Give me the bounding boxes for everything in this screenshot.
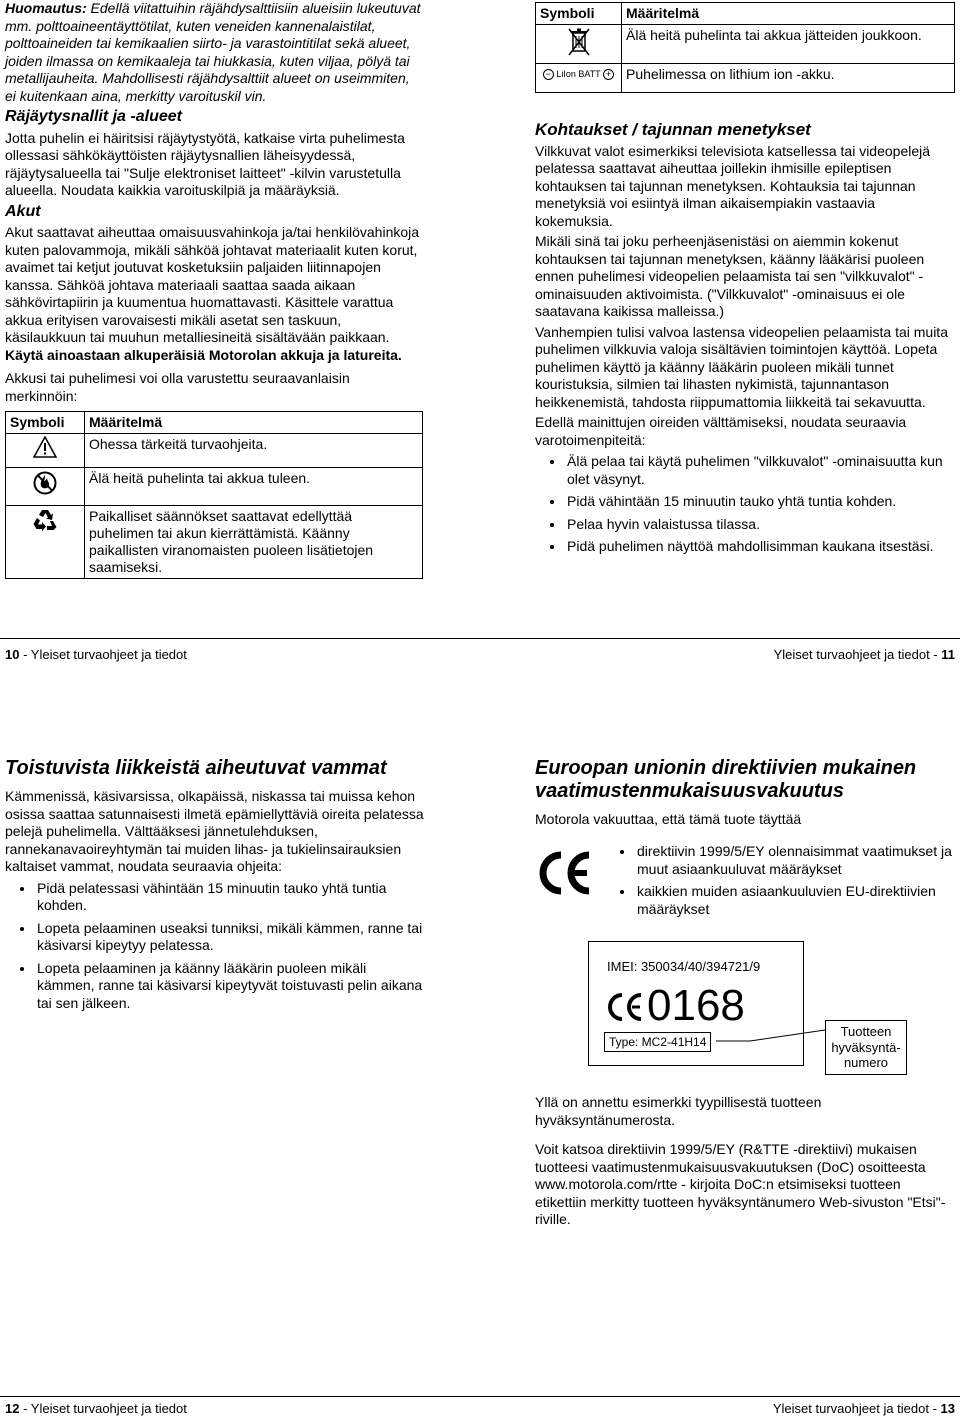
explosive-areas-note: [5, 0, 423, 105]
callout-line-2: hyväksyntä-: [831, 1039, 901, 1055]
list-item: • Pidä vähintään 15 minuutin tauko yhtä tuntia kohden.: [565, 493, 955, 511]
list-item: • direktiivin 1999/5/EY olennaisimmat vaatimukset ja muut asiaankuuluvat määräykset: [635, 843, 957, 878]
list-item: • Älä pelaa tai käytä puhelimen "vilkkuvalot" -ominaisuutta kun olet väsynyt.: [565, 453, 955, 488]
repetitive-motion-list: [5, 880, 427, 1013]
battery-minus-icon: −: [543, 69, 554, 80]
page-number: 10: [5, 647, 20, 662]
eu-directive-intro: Motorola vakuuttaa, että tämä tuote täyttää: [535, 811, 802, 827]
footer-text: - Yleiset turvaohjeet ja tiedot: [19, 647, 187, 662]
definition-cell: Älä heitä puhelinta tai akkua jätteiden joukkoon.: [622, 25, 955, 64]
symbol-table-2: [535, 2, 955, 93]
symbol-header: Symboli: [536, 3, 622, 25]
footer-text: Yleiset turvaohjeet ja tiedot -: [773, 647, 942, 662]
seizures-p3: Vanhempien tulisi valvoa lastensa videopelien pelaamista tai muita puhelimen vilkkuvia valoja sisältävien toimintojen käyttöä. Lopeta puhelimen käyttö ja käänny lääkärin puoleen mikäli tunnet kouristuksia, silmien tai lihasten nykimistä, tajunnantason heikkenemistä, tahdosta riippumattomia liikkeitä tai sekavuutta.: [535, 323, 948, 410]
eu-directive-heading: Euroopan unionin direktiivien mukainen vaatimustenmukaisuusvakuutus: [535, 757, 917, 802]
imei-text: IMEI: 350034/40/394721/9: [607, 959, 761, 974]
warning-triangle-icon: [33, 436, 57, 458]
callout-line: [710, 1000, 830, 1045]
definition-cell: Älä heitä puhelinta tai akkua tuleen.: [85, 468, 423, 506]
symbol-header: Symboli: [6, 412, 85, 434]
page-number: 11: [941, 647, 955, 662]
page-divider: [0, 1396, 960, 1397]
symbol-cell: [536, 64, 622, 93]
batteries-text: [5, 224, 423, 364]
callout-line-1: Tuotteen: [840, 1024, 892, 1039]
battery-plus-icon: +: [603, 69, 614, 80]
footer-left: [5, 1401, 187, 1416]
page-divider: [0, 638, 960, 639]
seizures-bullet-list: [535, 453, 955, 556]
list-item: • Lopeta pelaaminen ja käänny lääkärin puoleen mikäli kämmen, ranne tai käsivarsi kipeytyvät toistuvasti pelin aikana tai sen jälkeen.: [35, 960, 427, 1013]
eu-directive-footer-text: [535, 1094, 955, 1232]
markings-intro: Akkusi tai puhelimesi voi olla varustettu seuraavanlaisin merkinnöin:: [5, 370, 350, 404]
definition-header: Määritelmä: [85, 412, 423, 434]
repetitive-motion-text: Kämmenissä, käsivarsissa, olkapäissä, niskassa tai muissa kehon osissa saattaa satunnaisesti ilmetä epämiellyttäviä oireita pelatessa pelejä puhelimella. Välttääksesi jännetulehduksen, rannekanavaoireyhtymän tai muiden lihas- ja tukielinsairauksien kaltaiset vammat, noudata seuraavia ohjeita:: [5, 788, 424, 874]
approval-number-callout: [825, 1020, 907, 1075]
note-label: Huomautus:: [5, 0, 87, 16]
blasting-heading: Räjäytysnallit ja -alueet: [5, 108, 182, 125]
batteries-heading: Akut: [5, 202, 41, 220]
definition-cell: Paikalliset säännökset saattavat edellyttää puhelimen tai akun kierrättämistä. Käänny paikallisten viranomaisten puoleen lisätietojen saamiseksi.: [85, 506, 423, 579]
callout-line-3: numero: [843, 1055, 889, 1070]
definition-cell: Ohessa tärkeitä turvaohjeita.: [85, 434, 423, 468]
symbol-cell: [6, 434, 85, 468]
list-item: • Pidä puhelimen näyttöä mahdollisimman kaukana itsestäsi.: [565, 538, 955, 556]
page2-left-column: [5, 757, 427, 1017]
footer-right: [773, 1401, 955, 1416]
eu-directive-bullets: [605, 843, 957, 923]
approval-example-text: Yllä on annettu esimerkki tyypillisestä tuotteen hyväksyntänumerosta.: [535, 1094, 822, 1128]
symbol-cell: [6, 468, 85, 506]
footer-left: [5, 647, 187, 662]
seizures-p4: Edellä mainittujen oireiden välttämiseksi, noudata seuraavia varotoimenpiteitä:: [535, 414, 907, 448]
ce-mark-icon: [603, 992, 645, 1022]
seizures-p2: Mikäli sinä tai joku perheenjäsenistäsi on aiemmin kokenut kohtauksen tai tajunnan menetyksen, käänny lääkärisi puoleen ennen puhelimesi videopelien pelaamista tai sen "vilkkuvalot" -ominaisuuden aktivoimista. ("Vilkkuvalot" -ominaisuus ei ole saatavana kaikissa malleissa.): [535, 233, 925, 319]
doc-lookup-text: Voit katsoa direktiivin 1999/5/EY (R&TTE -direktiivi) mukaisen tuotteesi vaatimustenmukaisuusvakuutuksen (DoC) osoitteesta www.motorola.com/rtte - kirjoita DoC:n etsimiseksi tuotteen etikettiin merkitty tuotteen hyväksyntänumero Web-sivuston "Etsi"-riville.: [535, 1141, 946, 1227]
page1-left-column: [5, 0, 423, 579]
batteries-warning: Käytä ainoastaan alkuperäisiä Motorolan akkuja ja latureita.: [5, 346, 402, 363]
ce-mark-logo: [535, 850, 593, 896]
batteries-body: Akut saattavat aiheuttaa omaisuusvahinkoja ja/tai henkilövahinkoja kuten palovammoja, mikäli sähköä johtavat materiaalit kuten korut, avaimet tai ketjut joutuvat kosketuksiin paljaiden liitinnapojen kanssa. Sähköä johtava materiaali saattaa saada aikaan sähkövirtapiirin ja kuumentua huomattavasti. Käsittele varattua akkua erityisen varovaisesti mikäli asetat sen taskuun, käsilaukkuun tai muuhun metalliesineitä sisältävään paikkaan.: [5, 224, 420, 345]
footer-text: Yleiset turvaohjeet ja tiedot -: [772, 1401, 941, 1416]
repetitive-motion-heading: Toistuvista liikkeistä aiheutuvat vammat: [5, 757, 387, 779]
list-item: • kaikkien muiden asiaankuuluvien EU-direktiivien määräykset: [635, 883, 957, 918]
liion-battery-label: LiIon BATT: [556, 69, 601, 80]
crossed-bin-icon: [566, 27, 592, 57]
seizures-p1: Vilkkuvat valot esimerkiksi televisiota katsellessa tai videopelejä pelatessa saattavat aiheuttaa joillekin ihmisille epileptisen kohtauksen tai tajunnan menetyksen. Kohtauksia tai tajunnan menetyksiä voi esiintyä ilman aikaisempiakin vastaavia kokemuksia.: [535, 142, 931, 229]
list-item: • Pelaa hyvin valaistussa tilassa.: [565, 516, 955, 534]
blasting-text: Jotta puhelin ei häiritsisi räjäytystyötä, katkaise virta puhelimesta ollessasi sähkökäyttöisten räjäytysnallien läheisyydessä, räjäytysalueella tai "Sulje elektroniset laitteet" -kilvin varustetulla alueella. Noudata kaikkia varoituskilpiä ja määräyksiä.: [5, 129, 405, 198]
symbol-table-1: [5, 411, 423, 579]
definition-cell: Puhelimessa on lithium ion -akku.: [622, 64, 955, 93]
note-text: Edellä viitattuihin räjähdysalttiisiin alueisiin lukeutuvat mm. polttoaineentäyttötilat, kuten veneiden kannenalaistilat, polttoaineiden tai kemikaalien siirto- ja varastointitilat sekä alueet, joiden ilmassa on kemikaaleja tai hiukkasia, kuten viljaa, pölyä tai metallijauheita. Mahdollisesti räjähdysalttiit alueet on useimmiten, ei kuitenkaan aina, merkitty varoituskil vin.: [5, 0, 421, 104]
page1-right-column: [535, 2, 955, 561]
footer-right: [774, 647, 955, 662]
list-item: • Lopeta pelaaminen useaksi tunniksi, mikäli kämmen, ranne tai käsivarsi kipeytyy pelatessa.: [35, 920, 427, 955]
footer-text: - Yleiset turvaohjeet ja tiedot: [19, 1401, 187, 1416]
seizures-heading: Kohtaukset / tajunnan menetykset: [535, 120, 811, 139]
list-item: • Pidä pelatessasi vähintään 15 minuutin tauko yhtä tuntia kohden.: [35, 880, 427, 915]
recycle-icon: [32, 508, 58, 532]
symbol-cell: [6, 506, 85, 579]
page-number: 12: [5, 1401, 20, 1416]
definition-header: Määritelmä: [622, 3, 955, 25]
notified-body-number: 0168: [647, 981, 745, 1030]
page-number: 13: [940, 1401, 955, 1416]
no-fire-icon: [33, 470, 57, 496]
symbol-cell: [536, 25, 622, 64]
type-label: Type: MC2-41H14: [604, 1032, 711, 1052]
page2-right-column: [535, 757, 955, 832]
